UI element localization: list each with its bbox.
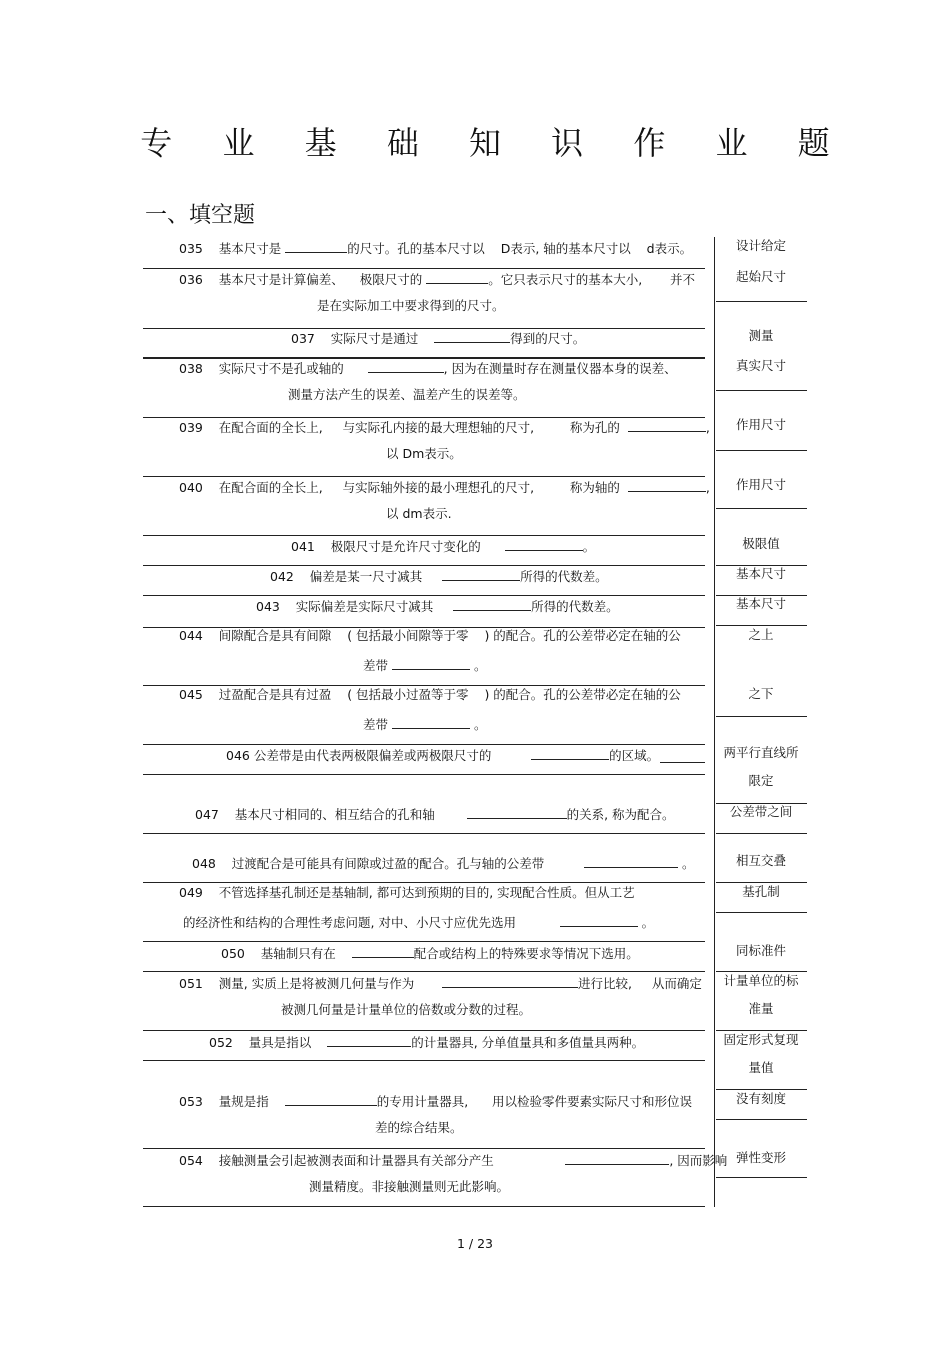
rule	[143, 565, 705, 566]
question-text: ,	[705, 480, 710, 495]
answer-blank	[467, 805, 567, 819]
question-text: ) 的配合。孔的公差带必定在轴的公	[484, 687, 681, 702]
question-text: 过盈配合是具有过盈	[218, 687, 332, 702]
answer-blank	[628, 478, 706, 492]
question-043	[256, 597, 619, 615]
answer-051-line1: 计量单位的标	[723, 973, 799, 988]
question-text: 得到的尺寸。	[510, 331, 586, 346]
answer-column-divider	[714, 237, 715, 1207]
rule	[143, 685, 705, 686]
answer-rule	[716, 390, 807, 391]
answer-rule	[716, 450, 807, 451]
question-number: 047	[195, 807, 219, 822]
answer-blank	[368, 359, 444, 373]
question-number: 044	[179, 628, 203, 643]
question-text: 不管选择基孔制还是基轴制, 都可达到预期的目的, 实现配合性质。但从工艺	[218, 885, 635, 900]
question-text: 称为轴的	[569, 480, 620, 495]
question-text: 间隙配合是具有间隙	[218, 628, 332, 643]
question-text: 的关系, 称为配合。	[566, 807, 675, 822]
question-text: 极限尺寸的	[359, 272, 423, 287]
question-text: 用以检验零件要素实际尺寸和形位误	[492, 1094, 693, 1109]
question-text: 差带	[363, 717, 389, 732]
answer-041: 极限值	[742, 536, 780, 551]
answer-blank	[531, 746, 609, 760]
question-text: 。	[641, 915, 655, 930]
question-text: ) 的配合。孔的公差带必定在轴的公	[484, 628, 681, 643]
question-text: 过渡配合是可能具有间隙或过盈的配合。孔与轴的公差带	[231, 856, 545, 871]
question-036-line2: 是在实际加工中要求得到的尺寸。	[317, 298, 505, 313]
question-044-line2	[363, 656, 487, 674]
answer-052-line1: 固定形式复现	[723, 1032, 799, 1047]
answer-blank	[392, 656, 470, 670]
question-text: 的专用计量器具,	[376, 1094, 469, 1109]
question-053-line2: 差的综合结果。	[375, 1120, 463, 1135]
answer-blank	[442, 567, 520, 581]
question-number: 045	[179, 687, 203, 702]
answer-035: 设计给定	[735, 238, 786, 253]
question-number: 037	[291, 331, 315, 346]
answer-046-line2: 限定	[748, 773, 774, 788]
answer-blank	[660, 762, 705, 763]
answer-blank	[327, 1033, 411, 1047]
question-042	[270, 567, 608, 585]
question-040-line2: 以 dm表示.	[386, 506, 452, 521]
question-number: 050	[221, 946, 245, 961]
rule	[143, 1060, 705, 1061]
answer-rule	[716, 716, 807, 717]
question-text: 所得的代数差。	[531, 599, 619, 614]
question-text: 极限尺寸是允许尺寸变化的	[330, 539, 481, 554]
question-number: 038	[179, 361, 203, 376]
question-number: 048	[192, 856, 216, 871]
rule	[143, 595, 705, 596]
answer-blank	[560, 913, 638, 927]
question-text: d表示。	[646, 241, 693, 256]
question-054-line2: 测量精度。非接触测量则无此影响。	[309, 1179, 510, 1194]
question-number: 043	[256, 599, 280, 614]
question-049-line2	[183, 913, 654, 931]
answer-044: 之上	[748, 627, 774, 642]
rule	[143, 1206, 705, 1207]
question-046	[226, 746, 659, 764]
question-text: 基本尺寸是	[218, 241, 282, 256]
answer-049: 基孔制	[742, 884, 780, 899]
rule	[143, 1030, 705, 1031]
question-041	[291, 537, 595, 555]
question-039	[179, 418, 710, 436]
answer-blank	[434, 329, 510, 343]
answer-052-line2: 量值	[748, 1060, 774, 1075]
question-053	[179, 1092, 692, 1110]
question-text: ( 包括最小过盈等于零	[347, 687, 469, 702]
question-text: 的计量器具, 分单值量具和多值量具两种。	[411, 1035, 645, 1050]
answer-054: 弹性变形	[735, 1150, 786, 1165]
answer-039: 作用尺寸	[735, 417, 786, 432]
rule	[143, 882, 705, 883]
question-text: 实际尺寸不是孔或轴的	[218, 361, 344, 376]
rule	[143, 833, 705, 834]
question-051	[179, 974, 702, 992]
rule	[143, 744, 705, 745]
question-038	[179, 359, 677, 377]
question-text: 配合或结构上的特殊要求等情况下选用。	[413, 946, 639, 961]
answer-blank	[352, 944, 414, 958]
question-number: 041	[291, 539, 315, 554]
question-text: 所得的代数差。	[520, 569, 608, 584]
question-text: 在配合面的全长上,	[218, 480, 323, 495]
question-text: 的尺寸。孔的基本尺寸以	[347, 241, 485, 256]
answer-blank	[584, 854, 678, 868]
question-037	[291, 329, 585, 347]
answer-051-line2: 准量	[748, 1001, 774, 1016]
answer-blank	[285, 1092, 377, 1106]
page-number: 1 / 23	[456, 1236, 494, 1251]
question-040	[179, 478, 710, 496]
question-text: 的经济性和结构的合理性考虑问题, 对中、小尺寸应优先选用	[183, 915, 516, 930]
question-number: 052	[209, 1035, 233, 1050]
answer-rule	[716, 508, 807, 509]
question-text: 从而确定	[651, 976, 702, 991]
question-text: 。	[473, 658, 487, 673]
answer-rule	[716, 912, 807, 913]
answer-037: 测量	[748, 328, 774, 343]
question-text: , 因为在测量时存在测量仪器本身的误差、	[443, 361, 677, 376]
question-text: 基本尺寸是计算偏差、	[218, 272, 344, 287]
rule	[143, 941, 705, 942]
answer-042: 基本尺寸	[735, 566, 786, 581]
question-044	[179, 628, 681, 644]
rule	[143, 535, 705, 536]
answer-038: 真实尺寸	[735, 358, 786, 373]
question-051-line2: 被测几何量是计量单位的倍数或分数的过程。	[281, 1002, 532, 1017]
question-text: 基本尺寸相同的、相互结合的孔和轴	[234, 807, 435, 822]
question-text: 与实际孔内接的最大理想轴的尺寸,	[342, 420, 535, 435]
question-number: 040	[179, 480, 203, 495]
answer-046-line1: 两平行直线所	[723, 745, 799, 760]
question-054	[179, 1151, 727, 1169]
question-038-line2: 测量方法产生的误差、温差产生的误差等。	[288, 387, 526, 402]
answer-040: 作用尺寸	[735, 477, 786, 492]
question-number: 053	[179, 1094, 203, 1109]
answer-blank	[565, 1151, 669, 1165]
answer-rule	[716, 301, 807, 302]
question-050	[221, 944, 639, 962]
question-text: ,	[705, 420, 710, 435]
answer-050: 同标准件	[735, 943, 786, 958]
rule	[143, 476, 705, 477]
question-number: 039	[179, 420, 203, 435]
question-text: 量具是指以	[248, 1035, 312, 1050]
question-049	[179, 885, 635, 901]
answer-blank	[628, 418, 706, 432]
question-text: 量规是指	[218, 1094, 269, 1109]
question-text: D表示, 轴的基本尺寸以	[500, 241, 631, 256]
answer-rule	[716, 1177, 807, 1178]
question-text: 称为孔的	[569, 420, 620, 435]
answer-036: 起始尺寸	[735, 269, 786, 284]
answer-blank	[392, 715, 470, 729]
rule	[143, 971, 705, 972]
answer-blank	[505, 537, 583, 551]
section-heading: 一、填空题	[145, 203, 256, 228]
answer-blank	[426, 270, 488, 284]
answer-blank	[285, 239, 347, 253]
question-number: 051	[179, 976, 203, 991]
question-text: , 因而影响	[669, 1153, 728, 1168]
question-number: 049	[179, 885, 203, 900]
question-text: 。	[582, 539, 596, 554]
question-text: 。它只表示尺寸的基本大小,	[488, 272, 643, 287]
question-text: 实际尺寸是通过	[330, 331, 419, 346]
question-text: 偏差是某一尺寸减其	[309, 569, 423, 584]
answer-047: 公差带之间	[729, 804, 793, 819]
rule	[143, 1148, 705, 1149]
question-number: 054	[179, 1153, 203, 1168]
answer-blank	[442, 974, 578, 988]
question-text: 。	[682, 856, 695, 871]
question-text: 。	[473, 717, 487, 732]
question-039-line2: 以 Dm表示。	[386, 446, 462, 461]
question-text: 进行比较,	[578, 976, 633, 991]
question-text: 的区域。	[609, 748, 660, 763]
question-text: ( 包括最小间隙等于零	[347, 628, 469, 643]
question-036	[179, 270, 695, 288]
question-052	[209, 1033, 644, 1051]
rule	[143, 774, 705, 775]
answer-045: 之下	[748, 686, 774, 701]
question-048	[192, 854, 695, 872]
answer-rule	[716, 1119, 807, 1120]
answer-rule	[716, 833, 807, 834]
answer-blank	[453, 597, 531, 611]
question-text: 差带	[363, 658, 389, 673]
answer-053: 没有刻度	[735, 1091, 786, 1106]
answer-043: 基本尺寸	[735, 596, 786, 611]
question-text: 测量, 实质上是将被测几何量与作为	[218, 976, 415, 991]
question-number: 036	[179, 272, 203, 287]
question-047	[195, 805, 675, 823]
question-text: 046 公差带是由代表两极限偏差或两极限尺寸的	[226, 748, 492, 763]
rule	[143, 268, 705, 269]
question-text: 与实际轴外接的最小理想孔的尺寸,	[342, 480, 535, 495]
question-text: 接触测量会引起被测表面和计量器具有关部分产生	[218, 1153, 494, 1168]
answer-048: 相互交叠	[735, 853, 786, 868]
question-035	[179, 239, 692, 257]
question-text: 在配合面的全长上,	[218, 420, 323, 435]
question-045-line2	[363, 715, 487, 733]
question-045	[179, 687, 681, 703]
page-title: 专 业 基 础 知 识 作 业 题	[140, 124, 850, 162]
question-number: 042	[270, 569, 294, 584]
question-text: 基轴制只有在	[260, 946, 336, 961]
question-text: 并不	[670, 272, 696, 287]
question-text: 实际偏差是实际尺寸减其	[295, 599, 434, 614]
question-number: 035	[179, 241, 203, 256]
